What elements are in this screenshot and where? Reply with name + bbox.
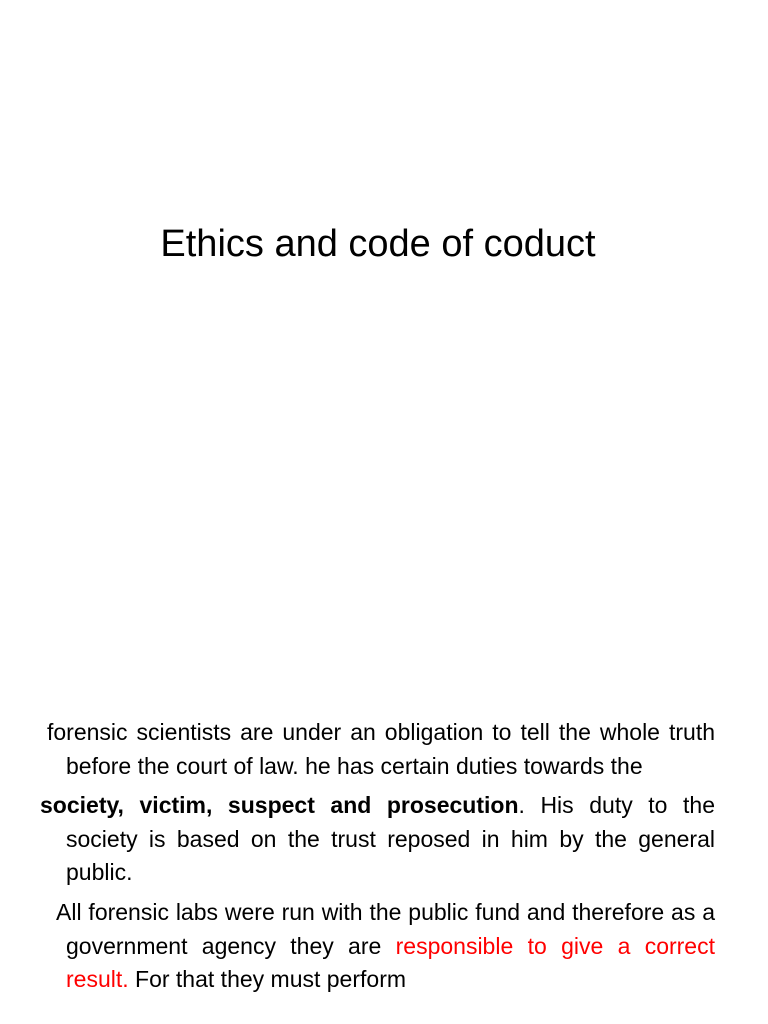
paragraph-public-fund xyxy=(40,896,715,997)
responsible-highlight: responsible to give a correct result. xyxy=(66,932,715,993)
slide-body xyxy=(40,716,715,1003)
public-fund-text: All forensic labs were run with the public fund and therefore as a government agency they are xyxy=(56,898,715,959)
perform-text: For that they must perform xyxy=(128,966,407,993)
duties-list-bold: society, victim, suspect and prosecution xyxy=(40,792,519,819)
paragraph-duty xyxy=(40,789,715,890)
slide-title: Ethics and code of coduct xyxy=(160,223,596,265)
duty-text: . His duty to the society is based on the trust reposed in him by the general public. xyxy=(66,792,715,886)
paragraph-obligation: forensic scientists are under an obligation to tell the whole truth before the court of law. he has certain duties towards the xyxy=(47,719,715,779)
